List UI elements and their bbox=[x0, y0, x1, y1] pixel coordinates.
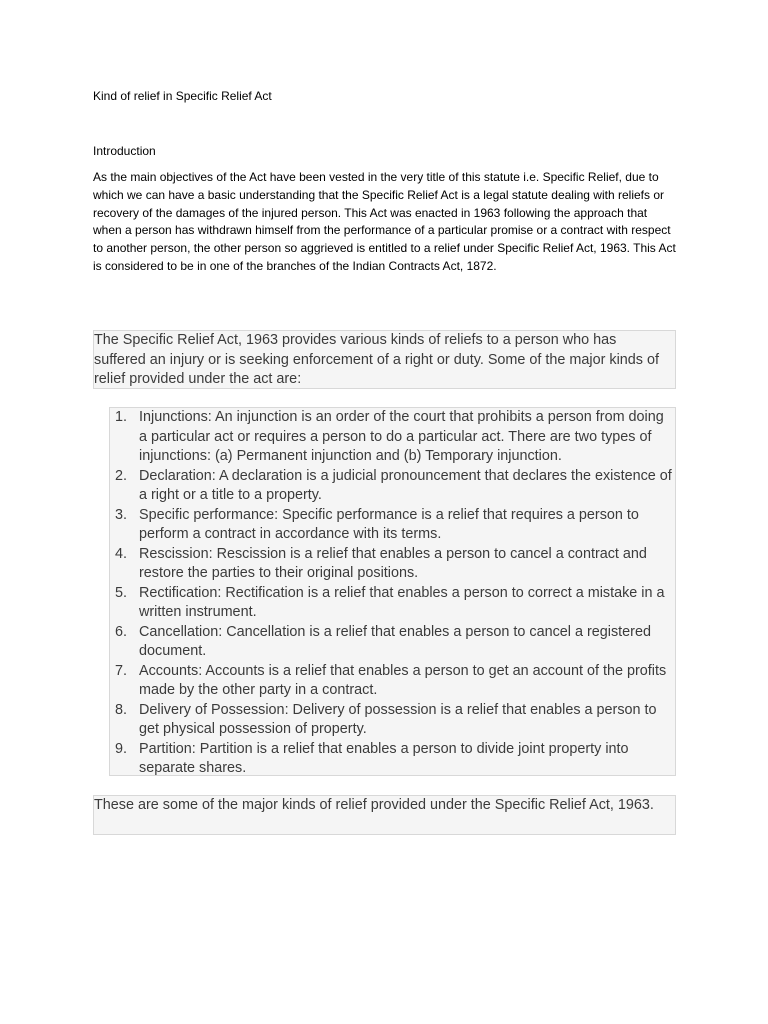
lead-paragraph: The Specific Relief Act, 1963 provides various kinds of reliefs to a person who has suffered an injury or is seeking enforcement of a right or duty. Some of the major kinds of relief provided under the act are: bbox=[94, 332, 659, 387]
lead-paragraph-box bbox=[93, 330, 676, 389]
list-item-text: Cancellation: Cancellation is a relief that enables a person to cancel a registered document. bbox=[139, 623, 651, 659]
list-item bbox=[110, 584, 673, 623]
list-number: 4. bbox=[115, 545, 128, 562]
list-item bbox=[110, 408, 673, 467]
list-number: 8. bbox=[115, 701, 128, 718]
document-title: Kind of relief in Specific Relief Act bbox=[93, 89, 272, 103]
closing-paragraph-box bbox=[93, 795, 676, 835]
list-item bbox=[110, 740, 673, 779]
closing-paragraph: These are some of the major kinds of relief provided under the Specific Relief Act, 1963. bbox=[94, 797, 654, 813]
list-number: 5. bbox=[115, 584, 128, 601]
list-item bbox=[110, 467, 673, 506]
list-number: 6. bbox=[115, 623, 128, 640]
list-item-text: Declaration: A declaration is a judicial pronouncement that declares the existence of a right or a title to a property. bbox=[139, 467, 672, 503]
list-item bbox=[110, 545, 673, 584]
list-item bbox=[110, 701, 673, 740]
list-item-text: Accounts: Accounts is a relief that enables a person to get an account of the profits made by the other party in a contract. bbox=[139, 662, 667, 698]
list-item-text: Partition: Partition is a relief that enables a person to divide joint property into separate shares. bbox=[139, 740, 629, 776]
list-item-text: Delivery of Possession: Delivery of possession is a relief that enables a person to get physical possession of property. bbox=[139, 701, 657, 737]
list-number: 2. bbox=[115, 467, 128, 484]
list-item-text: Rectification: Rectification is a relief that enables a person to correct a mistake in a written instrument. bbox=[139, 584, 665, 620]
reliefs-list-box bbox=[109, 407, 676, 776]
introduction-paragraph: As the main objectives of the Act have been vested in the very title of this statute i.e. Specific Relief, due to which we can have a basic understanding that the Specific Relief Act is a legal statute dealing with reliefs or recovery of the damages of the injured person. This Act was enacted in 1963 following the approach that when a person has withdrawn himself from the performance of a particular promise or a contract with respect to another person, the other person so aggrieved is entitled to a relief under Specific Relief Act, 1963. This Act is considered to be in one of the branches of the Indian Contracts Act, 1872. bbox=[93, 170, 676, 273]
list-item bbox=[110, 662, 673, 701]
list-item-text: Rescission: Rescission is a relief that enables a person to cancel a contract and restore the parties to their original positions. bbox=[139, 545, 647, 581]
list-number: 3. bbox=[115, 506, 128, 523]
reliefs-list bbox=[110, 408, 673, 779]
list-number: 7. bbox=[115, 662, 128, 679]
introduction-heading: Introduction bbox=[93, 144, 156, 158]
list-item bbox=[110, 623, 673, 662]
list-item-text: Injunctions: An injunction is an order of the court that prohibits a person from doing a particular act or requires a person to do a particular act. There are two types of injunctions: (a) Permanent injunction and (b) Temporary injunction. bbox=[139, 409, 664, 464]
list-item bbox=[110, 506, 673, 545]
list-number: 9. bbox=[115, 740, 128, 757]
list-item-text: Specific performance: Specific performance is a relief that requires a person to perform a contract in accordance with its terms. bbox=[139, 506, 639, 542]
list-number: 1. bbox=[115, 409, 128, 425]
